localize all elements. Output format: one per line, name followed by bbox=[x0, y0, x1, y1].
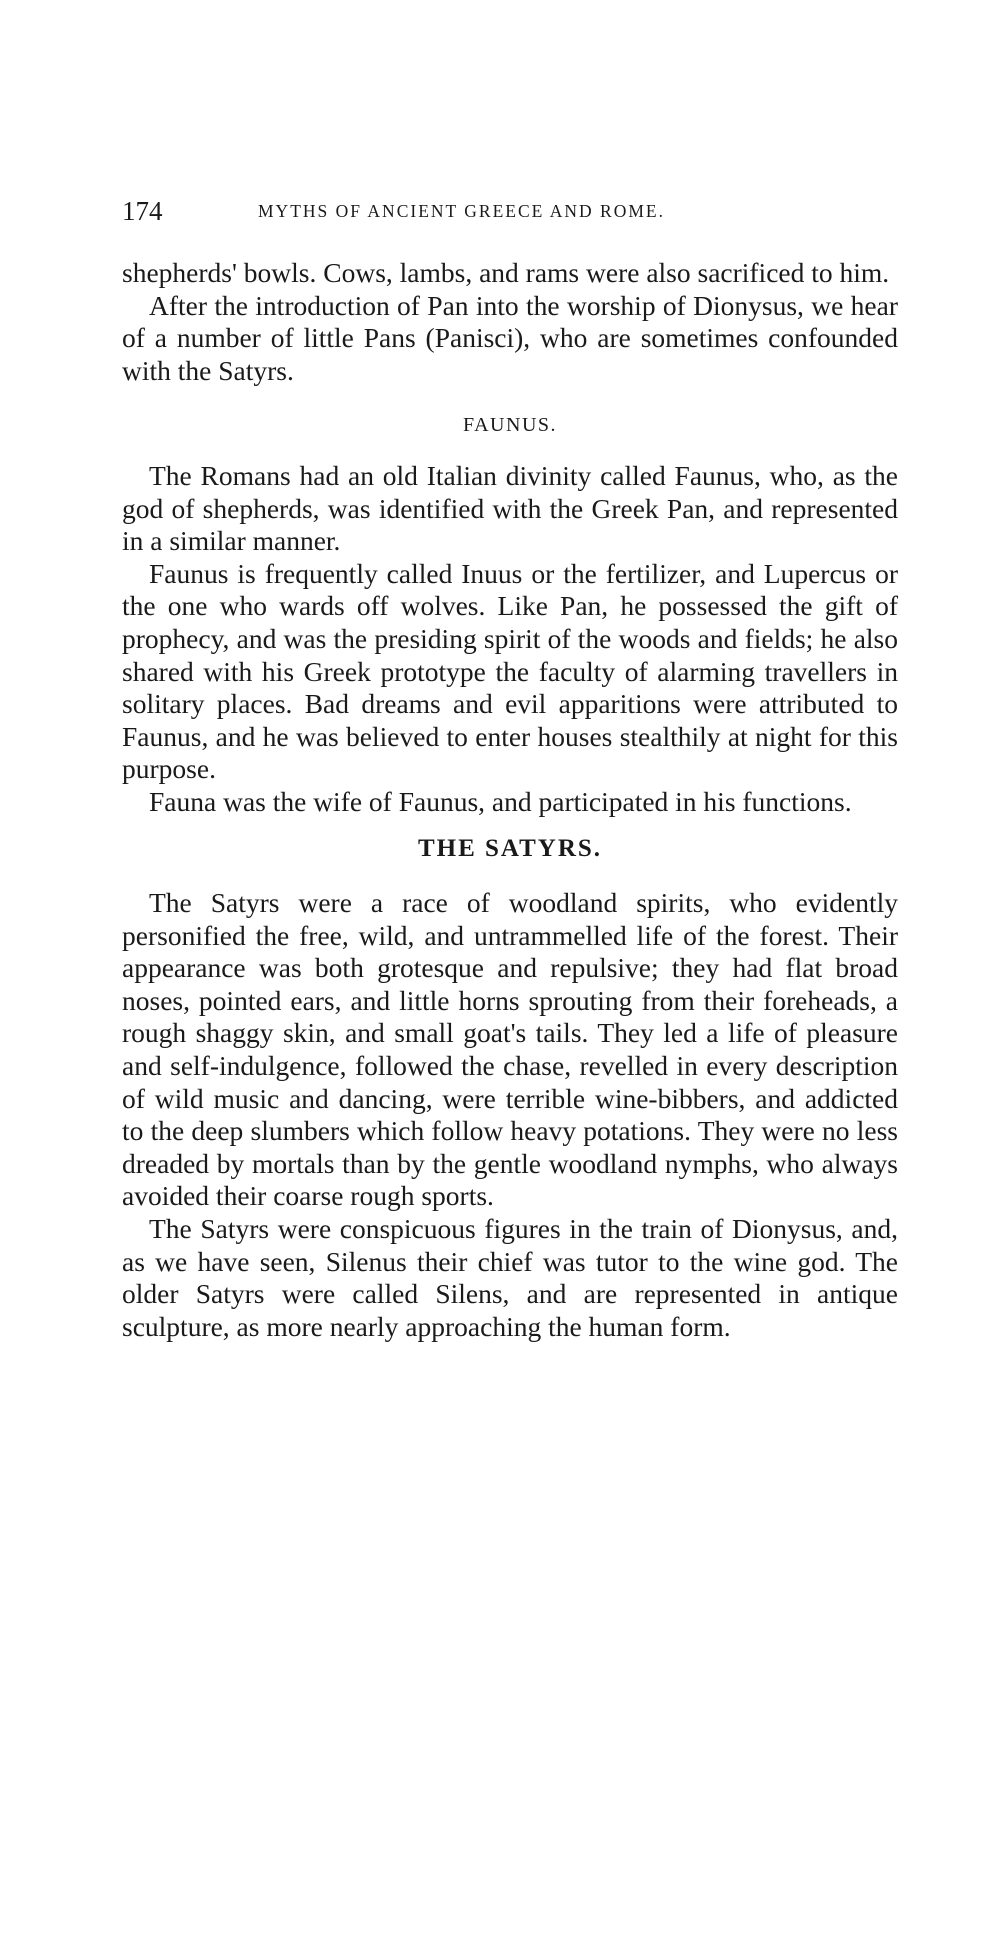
paragraph-satyrs-description: The Satyrs were a race of woodland spirits, who evidently personified the free, wild, and untrammelled life of the forest. Their appearance was both grotesque and repulsive; they had flat broad noses, pointed ears, and little horns sprouting from their foreheads, a rough shaggy skin, and small goat's tails. They led a life of pleasure and self-indulgence, followed the chase, revelled in every description of wild music and dancing, were terrible wine-bibbers, and addicted to the deep slumbers which follow heavy potations. They were no less dreaded by mortals than by the gentle woodland nymphs, who always avoided their coarse rough sports. bbox=[122, 887, 898, 1212]
running-title: MYTHS OF ANCIENT GREECE AND ROME. bbox=[258, 201, 665, 221]
page-number: 174 bbox=[122, 196, 163, 226]
page-body bbox=[122, 257, 898, 1343]
paragraph-faunus-intro: The Romans had an old Italian divinity called Faunus, who, as the god of shepherds, was identified with the Greek Pan, and represented in a similar manner. bbox=[122, 459, 898, 557]
section-heading-satyrs: THE SATYRS. bbox=[417, 834, 603, 862]
paragraph-panisci: After the introduction of Pan into the worship of Dionysus, we hear of a number of little Pans (Panisci), who are sometimes confounded with the Satyrs. bbox=[122, 289, 898, 386]
paragraph-continued: shepherds' bowls. Cows, lambs, and rams were also sacrificed to him. bbox=[122, 257, 890, 288]
paragraph-faunus-attributes: Faunus is frequently called Inuus or the fertilizer, and Lupercus or the one who wards off wolves. Like Pan, he possessed the gift of prophecy, and was the presiding spirit of the woods and fields; he also shared with his Greek prototype the faculty of alarming travellers in solitary places. Bad dreams and evil apparitions were attributed to Faunus, and he was believed to enter houses stealthily at night for this purpose. bbox=[122, 557, 898, 785]
section-heading-faunus: FAUNUS. bbox=[462, 414, 558, 437]
paragraph-fauna: Fauna was the wife of Faunus, and participated in his functions. bbox=[149, 785, 852, 817]
paragraph-satyrs-dionysus: The Satyrs were conspicuous figures in the train of Dionysus, and, as we have seen, Silenus their chief was tutor to the wine god. The older Satyrs were called Silens, and are represented in antique sculpture, as more nearly approaching the human form. bbox=[122, 1213, 898, 1342]
running-head bbox=[122, 196, 898, 230]
